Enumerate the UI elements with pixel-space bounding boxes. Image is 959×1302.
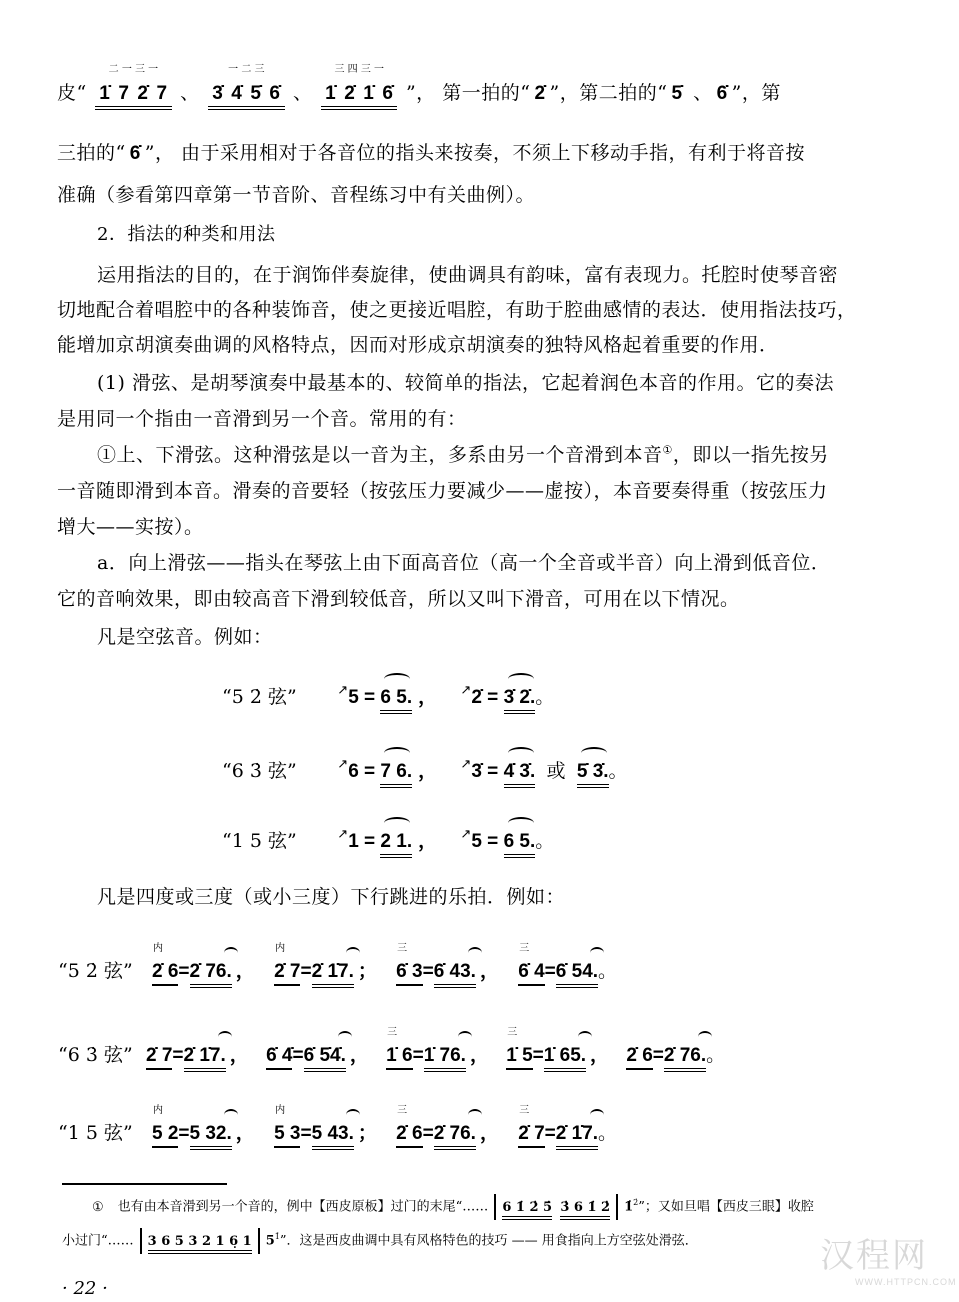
note-group-1 [95, 64, 171, 110]
punct: ， [590, 1045, 610, 1066]
fingering-2: 一 二 三 [228, 64, 265, 75]
page-number: · 22 · [62, 1278, 108, 1299]
punct: ， [418, 831, 438, 852]
start-note: 5 [348, 687, 359, 708]
leap-pair [386, 1027, 413, 1070]
pair-notes: 6̇ 4 [518, 961, 545, 982]
note: 5̇ [250, 83, 262, 104]
leap-pair [626, 1045, 652, 1070]
footnote-text-a: 也有由本音滑到另一个音的，例中【西皮原板】过门的末尾“…… [117, 1199, 489, 1215]
slur-icon [581, 747, 607, 759]
note: 4̇ [231, 83, 243, 104]
footnote-text-d: ”．这是西皮曲调中具有风格特色的技巧 —— 用食指向上方空弦处滑弦． [279, 1233, 698, 1249]
para1-line2: 切地配合着唱腔中的各种装饰音，使之更接近唱腔，有助于腔曲感情的表达．使用指法技巧， [57, 299, 857, 321]
result-notes: 7 6. [380, 761, 413, 782]
fingering: 三 [387, 1027, 398, 1038]
text-line-2 [57, 138, 805, 165]
slur-icon [508, 817, 534, 829]
punct: ； [357, 1123, 377, 1144]
leap-example-row-2: “6 3̇ 弦” 2̇ 7= 2̇ 1̇7. ， 6̇ 4̇= 6̇ 5̇4̇. ， 三 1̇ 6= 1̇ 76. ， 三 1̇ 5= 1̇ 65. ， 2̇ 6= 2̇ 76.。 [58, 1040, 725, 1072]
punct: ， [479, 1123, 499, 1144]
para2-line2: 是用同一个指由一音滑到另一个音。常用的有： [57, 408, 467, 430]
footnote-notes-b: 3̇ 6 1̇ 2̇ [560, 1200, 610, 1220]
fingering-3: 三 四 三 一 [334, 64, 385, 75]
note: 1̇ [99, 83, 111, 104]
result [304, 1045, 346, 1072]
result-notes: 5 32. [189, 1123, 232, 1144]
slur-icon [218, 1031, 232, 1043]
result [424, 1045, 466, 1072]
pair-notes: 2̇ 6 [396, 1123, 423, 1144]
result [312, 1123, 354, 1150]
fingering: 内 [275, 943, 286, 954]
pair-notes: 6̇ 3 [396, 961, 423, 982]
punct: ， [235, 961, 255, 982]
punct: 或 [546, 760, 566, 782]
slur-icon [468, 1109, 482, 1121]
result [434, 961, 476, 988]
slur-group [380, 831, 412, 858]
string-label: “1 5 弦” [222, 830, 297, 852]
result-notes: 2̇ 76. [663, 1045, 707, 1066]
para3-text-b: ，即以一指先按另 [672, 444, 829, 466]
footnote-marker: ① [92, 1199, 104, 1215]
beat3-note: 6̇ [129, 143, 141, 164]
grace-note: 1̇ [274, 1232, 280, 1242]
result-notes: 2̇ 1̇7. [183, 1045, 226, 1066]
para3-line1 [97, 440, 829, 467]
punct: 。 [535, 686, 555, 708]
note: 1̇ [363, 83, 375, 104]
slur-group [504, 831, 536, 858]
open-string-example-1: “5 2̇ 弦” ↗5 = 6 5. ， ↗2̇ = 3̇ 2̇.。 [222, 682, 554, 714]
punct: ， [235, 1123, 255, 1144]
barline [140, 1228, 142, 1254]
result-notes: 6 5. [380, 687, 413, 708]
footnote-line-2 [62, 1228, 698, 1254]
section-heading: 2．指法的种类和用法 [97, 224, 276, 245]
para2-line1: (1) 滑弦、是胡琴演奏中最基本的、较简单的指法，它起着润色本音的作用。它的奏法 [97, 372, 834, 394]
punct: 。 [598, 960, 618, 982]
start-note: 5 [471, 831, 482, 852]
punct: ； [357, 961, 377, 982]
result-notes: 2̇ 76. [189, 961, 232, 982]
result [190, 1123, 232, 1150]
watermark [820, 1228, 956, 1287]
slur-icon [458, 1031, 472, 1043]
beat1-note: 2̇ [534, 83, 546, 104]
note: 2̇ [137, 83, 149, 104]
slur-group [577, 761, 609, 788]
slide-arrow-icon: ↗ [337, 682, 349, 697]
leap-example-row-3: “1 5 弦” 内 5 2= 5 32. ， 内 5 3= 5 43. ； 三 2̇ 6= 2̇ 76. ， 三 2̇ 7= 2̇ 1̇7.。 [58, 1118, 617, 1150]
punct: ， [479, 961, 499, 982]
slur-icon [338, 1031, 352, 1043]
fingering: 内 [152, 943, 163, 954]
pair-notes: 2̇ 6 [151, 961, 179, 982]
result-notes: 5 43. [311, 1123, 354, 1144]
slur-icon [468, 947, 482, 959]
note-group-3 [321, 64, 397, 110]
slur-icon [224, 1109, 238, 1121]
end-note: 1̇ [624, 1199, 634, 1215]
punct: ， [469, 1045, 489, 1066]
result-notes: 6̇ 54. [555, 961, 599, 982]
slur-icon [384, 673, 410, 685]
para4-line1: a．向上滑弦——指头在琴弦上由下面高音位（高一个全音或半音）向上滑到低音位． [97, 552, 831, 574]
punct: 。 [608, 760, 628, 782]
slur-icon [508, 673, 534, 685]
slide-arrow-icon: ↗ [460, 826, 472, 841]
note: 6̇ [269, 83, 281, 104]
footnote-line-1 [92, 1194, 814, 1220]
result [556, 961, 598, 988]
string-label: “5 2̇ 弦” [58, 960, 133, 982]
result-notes: 1̇ 65. [543, 1045, 587, 1066]
fingering: 三 [397, 1105, 408, 1116]
leap-pair [266, 1045, 292, 1070]
footnote-notes-a: 6 1̇ 2̇ 5̇ [502, 1200, 552, 1220]
note-group-2 [208, 64, 284, 110]
pair-notes: 2̇ 7 [145, 1045, 173, 1066]
fingering-1: 二 一 三 一 [108, 64, 159, 75]
result-notes: 1̇ 76. [423, 1045, 466, 1066]
open-string-example-3: “1 5 弦” ↗1 = 2 1. ， ↗5 = 6 5.。 [222, 826, 554, 858]
slur-icon [508, 747, 534, 759]
string-label: “6 3̇ 弦” [58, 1044, 133, 1066]
result [190, 961, 232, 988]
line1-suffix-a: ”， 第一拍的“ [405, 82, 531, 104]
leap-pair [151, 943, 179, 986]
text-line-3: 准确（参看第四章第一节音阶、音程练习中有关曲例）。 [57, 184, 536, 206]
footnote-notes-c: 3 6 5 3 2 1 6̣ 1 [148, 1234, 252, 1254]
fingering: 内 [275, 1105, 286, 1116]
para1-line1: 运用指法的目的，在于润饰伴奏旋律，使曲调具有韵味，富有表现力。托腔时使琴音密 [97, 264, 839, 286]
result [544, 1045, 586, 1072]
watermark-url: WWW.HTTPCN.COM [855, 1277, 957, 1287]
slide-arrow-icon: ↗ [460, 756, 472, 771]
fingering: 内 [152, 1105, 163, 1116]
result-notes: 3̇ 2̇. [503, 687, 536, 708]
slide-arrow-icon: ↗ [460, 682, 472, 697]
leap-pair [506, 1027, 533, 1070]
text-line-1 [57, 64, 781, 110]
start-note: 6 [348, 761, 359, 782]
pair-notes: 5 3 [274, 1123, 301, 1144]
pair-notes: 2̇ 6 [626, 1045, 653, 1066]
leap-pair [274, 943, 301, 986]
note: 7 [118, 83, 130, 104]
para1-line3: 能增加京胡演奏曲调的风格特点，因而对形成京胡演奏的独特风格起着重要的作用． [57, 334, 779, 356]
beat2a-note: 5̇ [671, 83, 683, 104]
slur-icon [224, 947, 238, 959]
line1-suffix-c: ”，第 [731, 82, 781, 104]
string-label: “6 3̇ 弦” [222, 760, 297, 782]
result-notes: 2̇ 76. [433, 1123, 476, 1144]
result [664, 1045, 706, 1072]
result-notes: 6 5. [503, 831, 536, 852]
footnote-ref[interactable]: ① [662, 443, 673, 457]
slur-group [380, 761, 412, 788]
pair-notes: 1̇ 6 [386, 1045, 413, 1066]
separator: 、 [293, 82, 313, 104]
leap-pair [396, 943, 423, 986]
note: 1̇ [325, 83, 337, 104]
punct: ， [418, 761, 438, 782]
slide-arrow-icon: ↗ [337, 756, 349, 771]
leap-pair [146, 1045, 172, 1070]
leap-pair [518, 943, 545, 986]
end-note: 5 [265, 1233, 275, 1249]
slur-icon [384, 817, 410, 829]
slur-group [504, 761, 536, 788]
leap-pair [151, 1105, 179, 1148]
barline [616, 1194, 618, 1220]
separator: 、 [180, 82, 200, 104]
slur-icon [384, 747, 410, 759]
punct: ， [229, 1045, 249, 1066]
grace-note: 2̇ [633, 1198, 639, 1208]
fingering: 三 [519, 1105, 530, 1116]
beat2-sep: 、 [686, 82, 713, 104]
barline [258, 1228, 260, 1254]
pair-notes: 2̇ 7 [274, 961, 301, 982]
note: 2̇ [344, 83, 356, 104]
line1-suffix-b: ”，第二拍的“ [549, 82, 668, 104]
result-notes: 6̇ 5̇4̇. [303, 1045, 346, 1066]
fingering: 三 [397, 943, 408, 954]
line2-prefix: 三拍的“ [57, 142, 126, 164]
pair-notes: 6̇ 4̇ [266, 1045, 293, 1066]
pair-notes: 2̇ 7 [518, 1123, 545, 1144]
punct: 。 [598, 1122, 618, 1144]
slur-icon [346, 1109, 360, 1121]
slur-icon [590, 947, 604, 959]
string-label: “1 5 弦” [58, 1122, 133, 1144]
para3-line2: 一音随即滑到本音。滑奏的音要轻（按弦压力要减少——虚按），本音要奏得重（按弦压力 [57, 480, 828, 502]
result [312, 961, 354, 988]
punct: 。 [535, 830, 555, 852]
result-notes: 5̇ 3̇. [576, 761, 609, 782]
leap-pair [518, 1105, 545, 1148]
open-string-intro: 凡是空弦音。例如： [97, 626, 273, 648]
para4-line2: 它的音响效果，即由较高音下滑到较低音，所以又叫下滑音，可用在以下情况。 [57, 588, 740, 610]
result-notes: 6̇ 43. [433, 961, 476, 982]
note: 6̇ [382, 83, 394, 104]
string-label: “5 2̇ 弦” [222, 686, 297, 708]
result-notes: 2 1. [380, 831, 413, 852]
para3-line3: 增大——实按）。 [57, 516, 204, 538]
beat2b-note: 6̇ [716, 83, 728, 104]
pair-notes: 5 2 [151, 1123, 179, 1144]
watermark-title: 汉程网 [820, 1237, 928, 1275]
footnote-separator [62, 1183, 227, 1185]
result [556, 1123, 598, 1150]
line2-suffix: ”， 由于采用相对于各音位的指头来按奏，不须上下移动手指，有利于将音按 [144, 142, 806, 164]
note: 7 [156, 83, 168, 104]
fingering: 三 [519, 943, 530, 954]
slur-icon [346, 947, 360, 959]
result [434, 1123, 476, 1150]
leap-pair [274, 1105, 301, 1148]
leap-intro: 凡是四度或三度（或小三度）下行跳进的乐拍．例如： [97, 886, 566, 908]
slur-icon [698, 1031, 712, 1043]
line1-prefix: 皮“ [57, 82, 87, 104]
footnote-text-c: 小过门“…… [62, 1233, 134, 1249]
start-note: 3̇ [471, 761, 482, 782]
note: 3̇ [212, 83, 224, 104]
footnote-text-b: ”；又如旦唱【西皮三眼】收腔 [638, 1199, 814, 1215]
fingering: 三 [507, 1027, 518, 1038]
slur-icon [590, 1109, 604, 1121]
slur-icon [578, 1031, 592, 1043]
punct: ， [349, 1045, 369, 1066]
slur-group [380, 687, 412, 714]
result [184, 1045, 226, 1072]
slide-arrow-icon: ↗ [337, 826, 349, 841]
start-note: 1 [348, 831, 359, 852]
result-notes: 2̇ 1̇7. [555, 1123, 599, 1144]
punct: ， [418, 687, 438, 708]
punct: 。 [706, 1044, 726, 1066]
leap-pair [396, 1105, 423, 1148]
start-note: 2̇ [471, 687, 482, 708]
leap-example-row-1: “5 2̇ 弦” 内 2̇ 6= 2̇ 76. ， 内 2̇ 7= 2̇ 1̇7. ； 三 6̇ 3= 6̇ 43. ， 三 6̇ 4= 6̇ 54.。 [58, 956, 617, 988]
result-notes: 4̇ 3̇. [503, 761, 536, 782]
para3-text-a: ①上、下滑弦。这种滑弦是以一音为主，多系由另一个音滑到本音 [97, 444, 663, 466]
slur-group [504, 687, 536, 714]
open-string-example-2: “6 3̇ 弦” ↗6 = 7 6. ， ↗3̇ = 4̇ 3̇. 或 5̇ 3̇.。 [222, 756, 628, 788]
result-notes: 2̇ 1̇7. [311, 961, 354, 982]
barline [494, 1194, 496, 1220]
pair-notes: 1̇ 5 [506, 1045, 533, 1066]
